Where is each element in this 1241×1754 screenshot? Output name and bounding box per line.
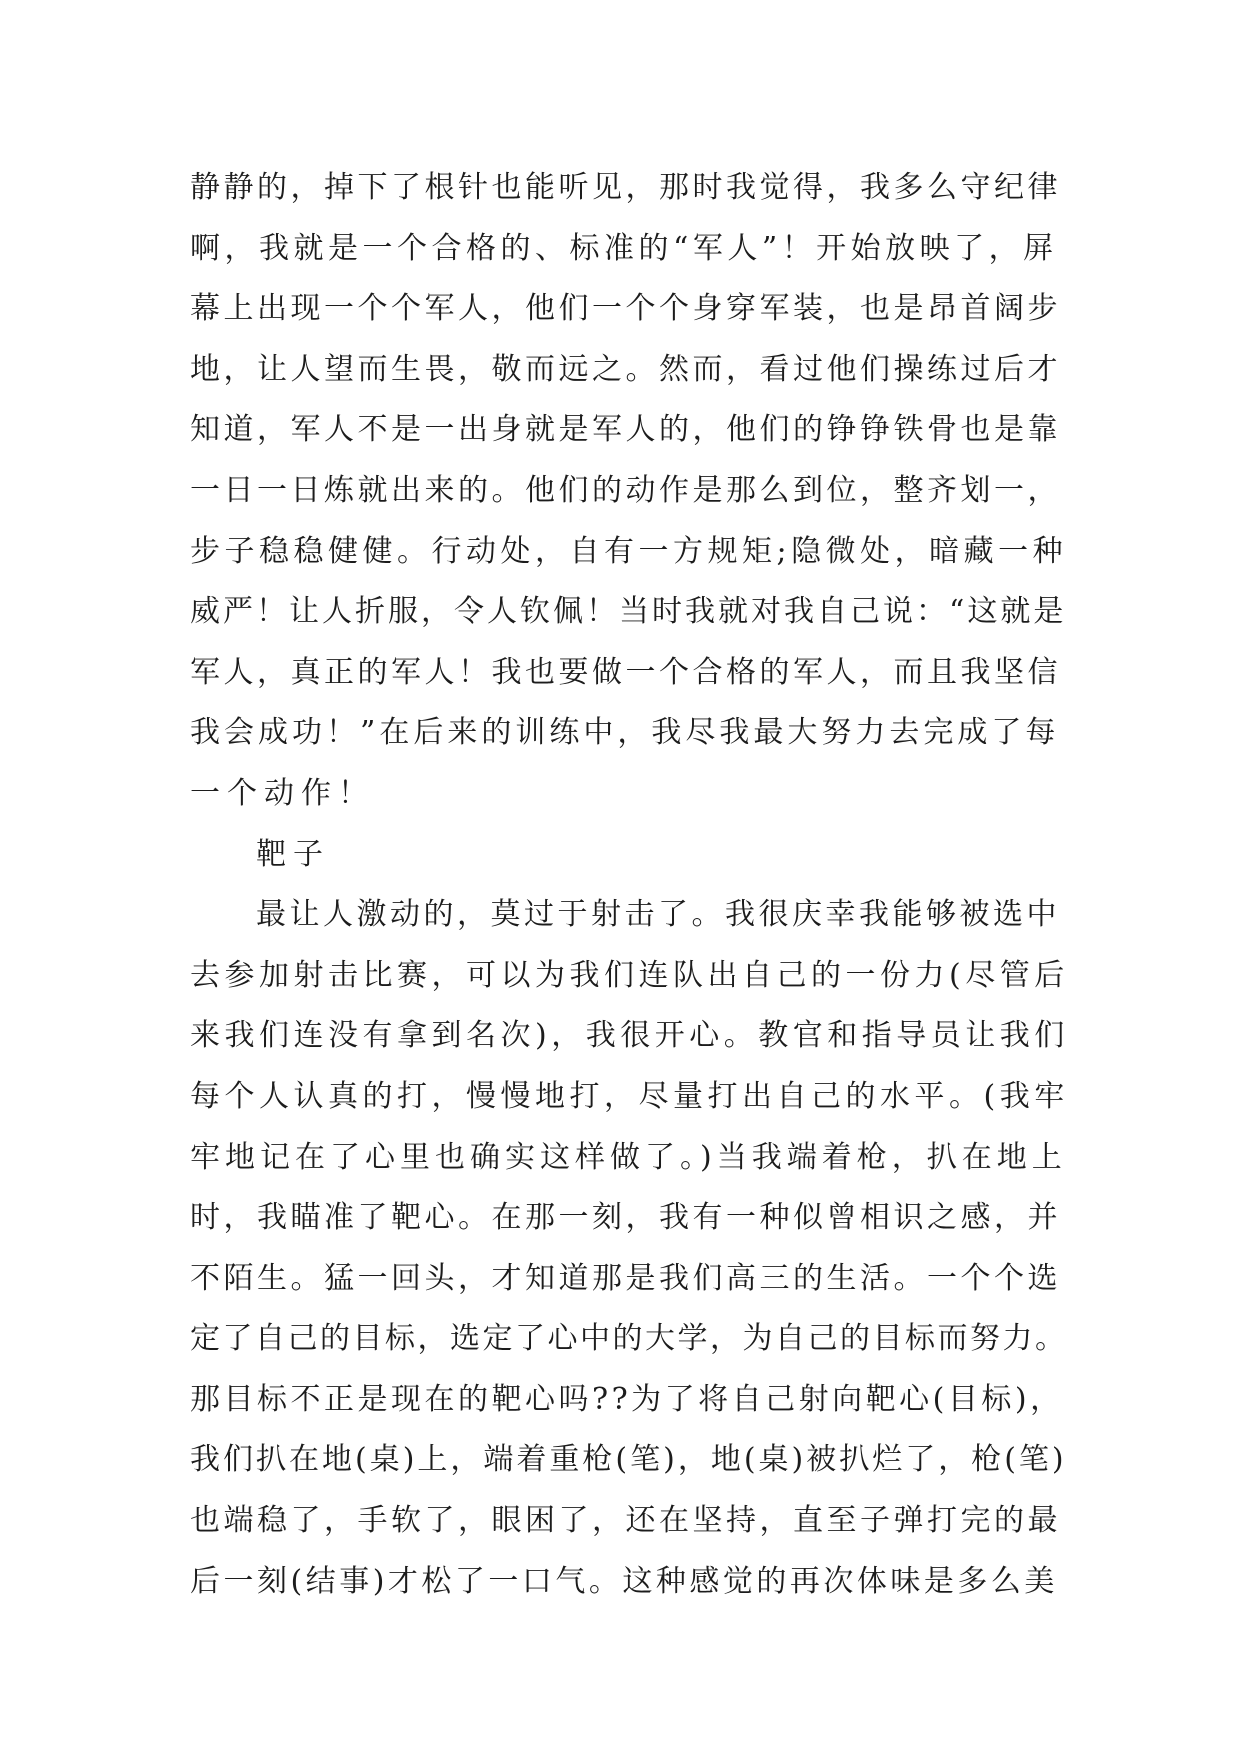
text-line: 时，我瞄准了靶心。在那一刻，我有一种似曾相识之感，并 xyxy=(190,1200,1061,1236)
text-line: 幕上出现一个个军人，他们一个个身穿军装，也是昂首阔步 xyxy=(190,291,1061,327)
text-line: 也端稳了，手软了，眼困了，还在坚持，直至子弹打完的最 xyxy=(190,1503,1061,1539)
body-text xyxy=(190,158,1070,1612)
text-line: 去参加射击比赛，可以为我们连队出自己的一份力(尽管后 xyxy=(190,957,1069,993)
text-line: 军人，真正的军人！我也要做一个合格的军人，而且我坚信 xyxy=(190,654,1061,690)
text-line: 定了自己的目标，选定了心中的大学，为自己的目标而努力。 xyxy=(190,1321,1068,1357)
text-line: 那目标不正是现在的靶心吗??为了将自己射向靶心(目标)， xyxy=(190,1381,1064,1417)
text-line: 步子稳稳健健。行动处，自有一方规矩;隐微处，暗藏一种 xyxy=(190,533,1068,569)
text-line: 知道，军人不是一出身就是军人的，他们的铮铮铁骨也是靠 xyxy=(190,412,1061,448)
text-line: 静静的，掉下了根针也能听见，那时我觉得，我多么守纪律 xyxy=(190,170,1061,205)
text-line: 牢地记在了心里也确实这样做了。)当我端着枪，扒在地上 xyxy=(190,1139,1067,1175)
text-line: 地，让人望而生畏，敬而远之。然而，看过他们操练过后才 xyxy=(190,351,1061,387)
text-line: 每个人认真的打，慢慢地打，尽量打出自己的水平。(我牢 xyxy=(190,1078,1069,1114)
text-line: 最让人激动的，莫过于射击了。我很庆幸我能够被选中 xyxy=(256,897,1060,933)
text-line: 威严！让人折服，令人钦佩！当时我就对我自己说：“这就是 xyxy=(190,594,1067,630)
text-line: 我们扒在地(桌)上，端着重枪(笔)，地(桌)被扒烂了，枪(笔) xyxy=(190,1442,1067,1478)
text-line: 一个动作！ xyxy=(190,775,375,811)
text-line: 啊，我就是一个合格的、标准的“军人”！开始放映了，屏 xyxy=(190,230,1058,266)
text-line: 不陌生。猛一回头，才知道那是我们高三的生活。一个个选 xyxy=(190,1260,1061,1296)
text-line: 后一刻(结事)才松了一口气。这种感觉的再次体味是多么美 xyxy=(190,1563,1058,1599)
text-line: 来我们连没有拿到名次)，我很开心。教官和指导员让我们 xyxy=(190,1018,1069,1054)
text-line: 我会成功！”在后来的训练中，我尽我最大努力去完成了每 xyxy=(190,715,1060,751)
text-line: 一日一日炼就出来的。他们的动作是那么到位，整齐划一， xyxy=(190,472,1061,508)
section-heading: 靶子 xyxy=(256,836,330,872)
